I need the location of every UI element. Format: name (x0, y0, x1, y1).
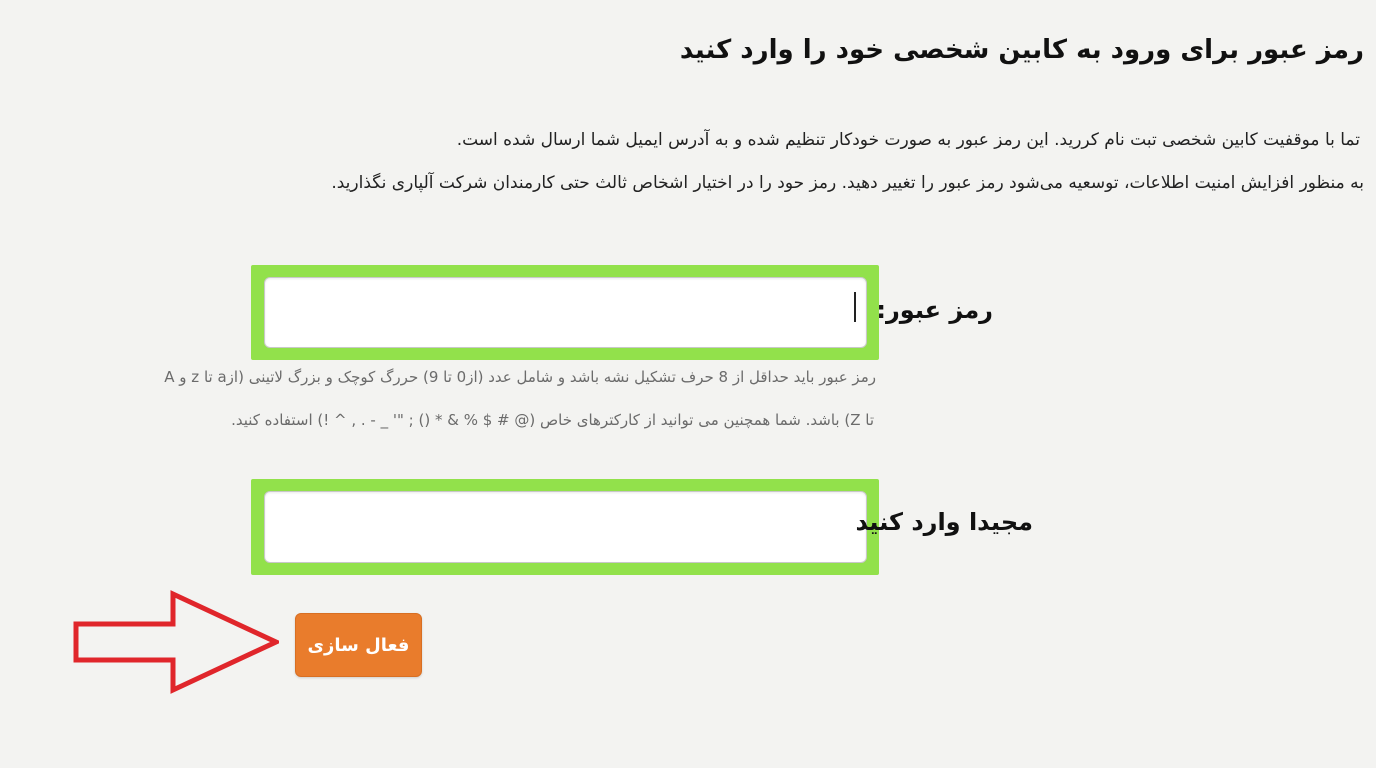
confirm-password-label: مجیدا وارد کنید (855, 508, 1033, 536)
confirm-password-input[interactable] (265, 492, 866, 562)
password-field-box (264, 277, 867, 348)
password-input[interactable] (265, 278, 866, 347)
page-title: رمز عبور برای ورود به کابین شخصی خود را وارد کنید (679, 35, 1364, 65)
password-hint-line-1: رمز عبور باید حداقل از 8 حرف تشکیل نشه باشد و شامل عدد (از0 تا 9) حررگ کوچک و بزرگ لاتینی (ازa تا z و A (164, 368, 876, 386)
password-hint-line-2: تا Z) باشد. شما همچنین می توانید از کارکترهای خاص (@ # $ % & * () ; "' _ - . , ^ !) استفاده کنید. (231, 411, 874, 429)
text-caret (854, 292, 856, 322)
activate-button[interactable]: فعال سازی (295, 613, 422, 677)
password-label: رمز عبور: (876, 296, 993, 324)
right-arrow-icon (73, 590, 279, 694)
intro-line-1: تما با موقفیت کابین شخصی تبت نام کررید. این رمز عبور به صورت خودکار تنظیم شده و به آدرس ایمیل شما ارسال شده است. (456, 130, 1360, 150)
intro-line-2: به منظور افزایش امنیت اطلاعات، توسعیه می‌شود رمز عبور را تغییر دهید. رمز حود را در اختیار اشخاص ثالث حتی کارمندان شرکت آلپاری نگذارید. (331, 173, 1364, 193)
confirm-field-highlight (251, 479, 879, 575)
password-field-highlight (251, 265, 879, 360)
confirm-field-box (264, 491, 867, 563)
